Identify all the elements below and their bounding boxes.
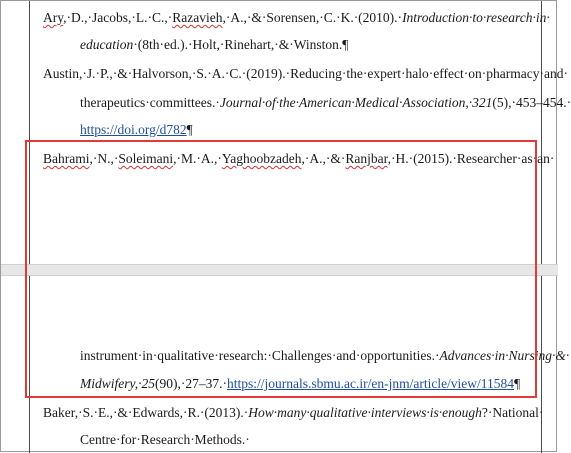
reference-journal: Journal·of·the·American·Medical·Association,·321 (219, 95, 493, 110)
reference-text: (5),·453–454.· (492, 95, 571, 110)
spellcheck-word[interactable]: Soleimani (118, 151, 174, 166)
paragraph-mark: ¶ (514, 376, 521, 391)
reference-text: instrument·in·qualitative·research:·Challenges·and·opportunities.· (80, 348, 440, 363)
page-break-gap (1, 264, 558, 276)
reference-text: ,·D.,·Jacobs,·L.·C.,· (63, 10, 173, 25)
reference-baker-line-1[interactable] (43, 405, 543, 421)
reference-text: Centre·for·Research·Methods.· (80, 432, 250, 447)
reference-text: ,·M.·A.,· (173, 151, 222, 166)
reference-title: Introduction·to·research·in· (402, 10, 550, 25)
reference-bahrami-line-2[interactable] (80, 348, 569, 364)
reference-text: ?·National· (481, 405, 544, 420)
reference-austin-line-2[interactable] (80, 95, 571, 111)
reference-austin-line-3[interactable] (80, 122, 193, 138)
reference-journal: Advances·in·Nursing·&· (439, 348, 570, 363)
reference-title: How·many·qualitative·interviews·is·enough (248, 405, 482, 420)
reference-text: (90),·27–37.· (155, 376, 227, 391)
reference-austin-line-1[interactable] (43, 66, 568, 82)
paragraph-mark: ¶ (186, 122, 193, 137)
reference-text: ,·A.,·&·Sorensen,·C.·K.·(2010).· (222, 10, 403, 25)
reference-text: Austin,·J.·P.,·&·Halvorson,·S.·A.·C.·(2019).·Reducing·the·expert·halo·effect·on (43, 66, 482, 81)
spellcheck-word[interactable]: Bahrami (43, 151, 90, 166)
doi-link[interactable]: https://doi.org/d782 (80, 122, 187, 137)
reference-journal: Midwifery,·25 (80, 376, 155, 391)
reference-title: education (80, 37, 134, 52)
article-link[interactable]: https://journals.sbmu.ac.ir/en-jnm/article/view/11584 (226, 376, 515, 391)
reference-bahrami-line-3[interactable] (80, 376, 520, 392)
reference-bahrami-line-1[interactable] (43, 151, 554, 167)
reference-text: ,·N.,· (89, 151, 119, 166)
spellcheck-word[interactable]: Ary (43, 10, 64, 25)
reference-text: therapeutics·committees.· (80, 95, 220, 110)
reference-text: Baker,·S.·E.,·&·Edwards,·R.·(2013).· (43, 405, 249, 420)
reference-text: ·pharmacy·and· (481, 66, 568, 81)
spellcheck-word[interactable]: Yaghoobzadeh (221, 151, 302, 166)
reference-ary-line-1[interactable] (43, 10, 550, 26)
reference-text: ,·A.,·&· (301, 151, 346, 166)
spellcheck-word[interactable]: Ranjbar (345, 151, 388, 166)
reference-text: ,·H.·(2015).·Researcher·as·an· (387, 151, 555, 166)
page-left-edge (29, 1, 30, 453)
spellcheck-word[interactable]: Razavieh (172, 10, 223, 25)
reference-text: ·(8th·ed.).·Holt,·Rinehart,·&·Winston.¶ (133, 37, 349, 52)
reference-ary-line-2[interactable] (80, 37, 348, 53)
reference-baker-line-2[interactable] (80, 432, 250, 448)
